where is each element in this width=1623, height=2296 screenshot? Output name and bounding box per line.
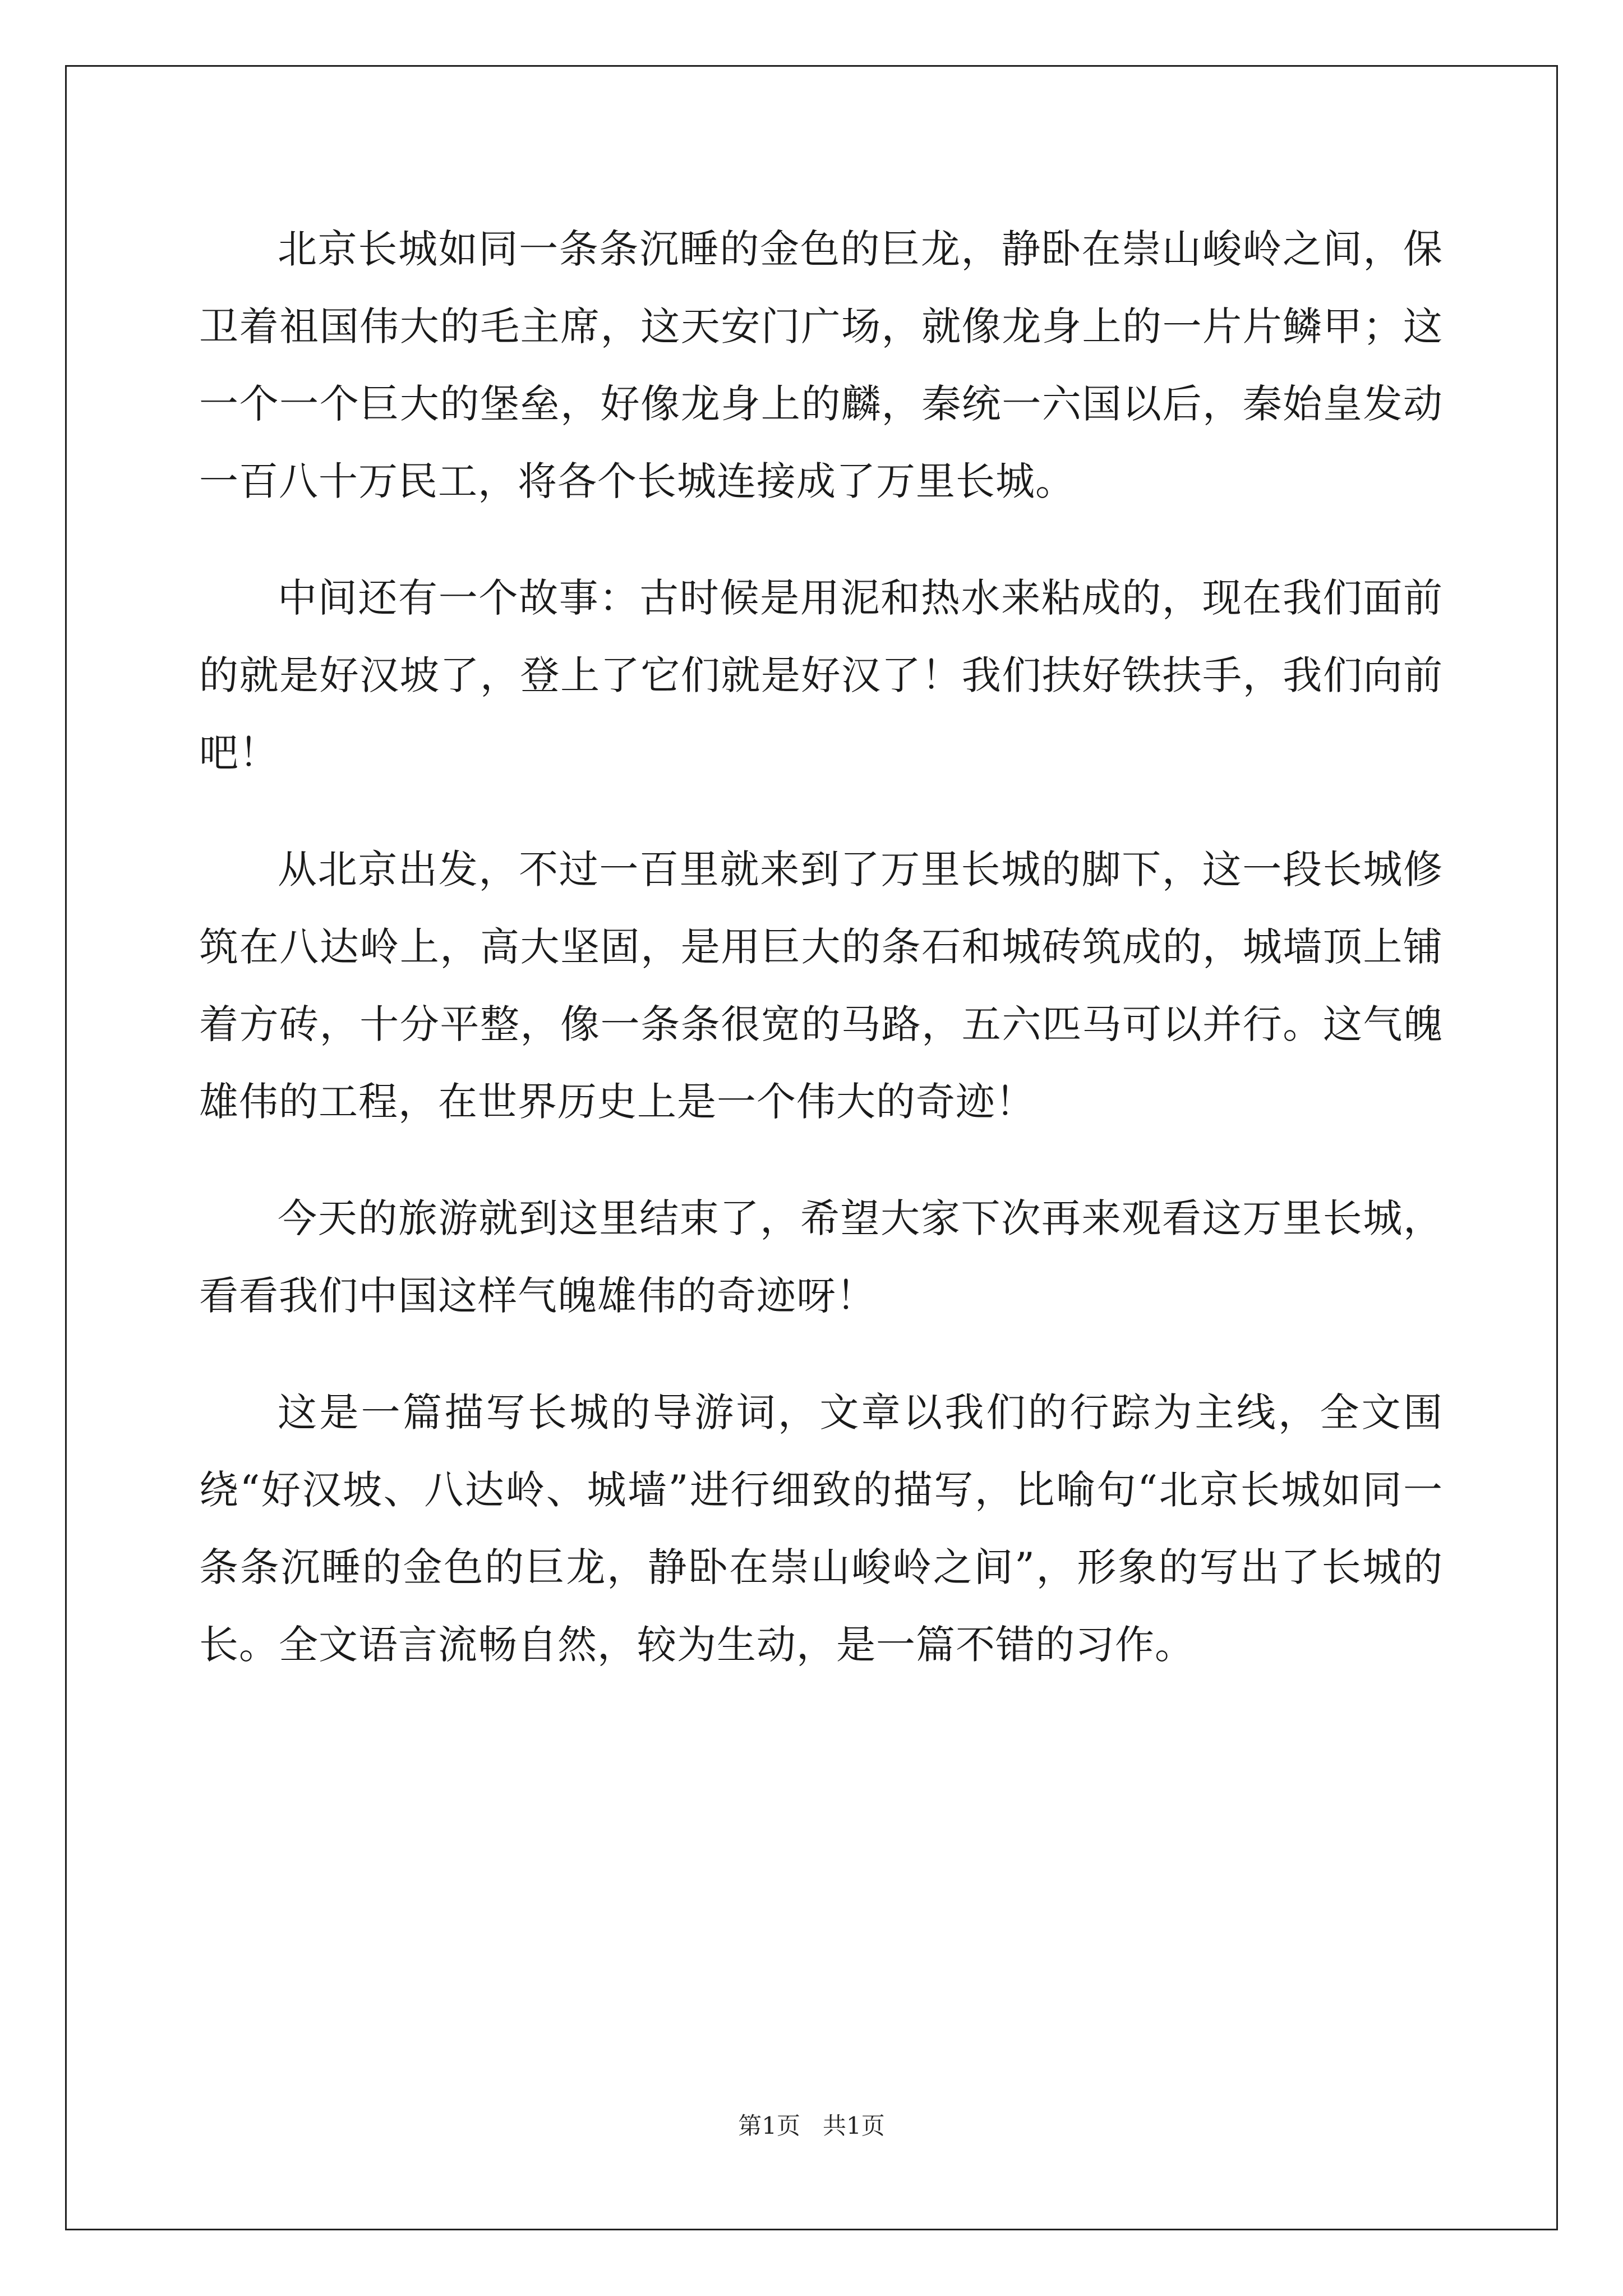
page-number: 第1页 [738,2112,800,2139]
paragraph: 从北京出发，不过一百里就来到了万里长城的脚下，这一段长城修筑在八达岭上，高大坚固，是用巨大的条石和城砖筑成的，城墙顶上铺着方砖，十分平整，像一条条很宽的马路，五六匹马可以并行。这气魄雄伟的工程，在世界历史上是一个伟大的奇迹！ [199,846,1443,1125]
page-total: 共1页 [823,2112,885,2139]
paragraph: 中间还有一个故事：古时候是用泥和热水来粘成的，现在我们面前的就是好汉坡了，登上了它们就是好汉了！我们扶好铁扶手，我们向前吧！ [199,575,1443,776]
page-footer [0,2109,1623,2143]
paragraph: 北京长城如同一条条沉睡的金色的巨龙，静卧在崇山峻岭之间，保卫着祖国伟大的毛主席，这天安门广场，就像龙身上的一片片鳞甲；这一个一个巨大的堡垒，好像龙身上的麟，秦统一六国以后，秦始皇发动一百八十万民工，将各个长城连接成了万里长城。 [199,226,1443,504]
paragraph: 这是一篇描写长城的导游词，文章以我们的行踪为主线，全文围绕“好汉坡、八达岭、城墙”进行细致的描写，比喻句“北京长城如同一条条沉睡的金色的巨龙，静卧在崇山峻岭之间”，形象的写出了长城的长。全文语言流畅自然，较为生动，是一篇不错的习作。 [199,1389,1443,1668]
paragraph: 今天的旅游就到这里结束了，希望大家下次再来观看这万里长城，看看我们中国这样气魄雄伟的奇迹呀！ [199,1195,1443,1319]
document-body [199,210,1443,1683]
